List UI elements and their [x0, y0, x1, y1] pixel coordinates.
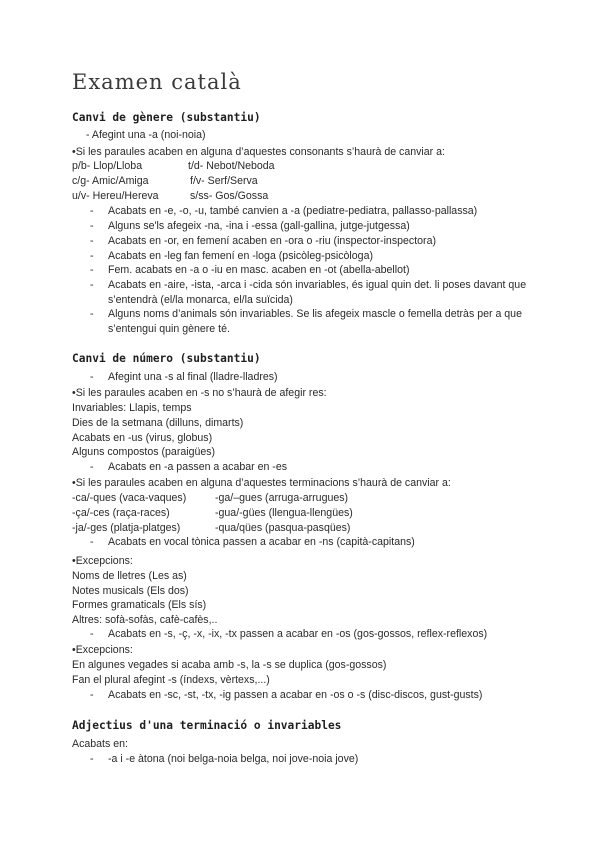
page-title: Examen català	[72, 70, 242, 94]
pair-row	[72, 159, 532, 173]
section-heading-genere: Canvi de gènere (substantiu)	[72, 111, 261, 124]
bullet-item: - Afegint una -s al final (lladre-lladres)	[108, 370, 538, 385]
pair-row	[72, 521, 532, 535]
bullet-item: - Acabats en -aire, -ista, -arca i -cida són invariables, és igual quin det. li poses davant que s’entendrà (el/la monarca, el/la suïcida)	[108, 278, 538, 307]
text-line: Noms de lletres (Les as)	[72, 570, 187, 582]
pair-row	[72, 491, 532, 505]
note-line: •Si les paraules acaben en alguna d’aquestes terminacions s’haurà de canviar a:	[72, 477, 451, 489]
pair-left: -ca/-ques (vaca-vaques)	[72, 492, 187, 504]
pair-right: s/ss- Gos/Gossa	[190, 190, 269, 202]
pair-row	[72, 174, 532, 188]
pair-right: t/d- Nebot/Neboda	[188, 160, 275, 172]
text-line: Acabats en:	[72, 738, 128, 750]
text-line: Formes gramaticals (Els sís)	[72, 599, 207, 611]
bullet-item: - Fem. acabats en -a o -iu en masc. acaben en -ot (abella-abellot)	[108, 263, 538, 278]
pair-left: p/b- Llop/Lloba	[72, 160, 143, 172]
bullet-item: - Acabats en -leg fan femení en -loga (psicòleg-psicòloga)	[108, 249, 538, 264]
pair-right: f/v- Serf/Serva	[190, 175, 258, 187]
section-heading-numero: Canvi de número (substantiu)	[72, 352, 261, 365]
note-line: •Si les paraules acaben en alguna d’aquestes consonants s’haurà de canviar a:	[72, 146, 445, 158]
text-line: Acabats en -us (virus, globus)	[72, 432, 213, 444]
pair-right: -qua/qües (pasqua-pasqües)	[215, 522, 351, 534]
text-line: Invariables: Llapis, temps	[72, 402, 192, 414]
bullet-item: - Acabats en -s, -ç, -x, -ix, -tx passen a acabar en -os (gos-gossos, reflex-reflexos)	[108, 627, 538, 642]
pair-row	[72, 189, 532, 203]
text-line: Notes musicals (Els dos)	[72, 585, 189, 597]
pair-left: u/v- Hereu/Hereva	[72, 190, 159, 202]
note-line: •Si les paraules acaben en -s no s’haurà de afegir res:	[72, 387, 327, 399]
text-line: Alguns compostos (paraigües)	[72, 446, 216, 458]
bullet-item: - Acabats en -or, en femení acaben en -ora o -riu (inspector-inspectora)	[108, 234, 538, 249]
pair-left: -ja/-ges (platja-platges)	[72, 522, 181, 534]
bullet-item: - Alguns se'ls afegeix -na, -ina i -essa (gall-gallina, jutge-jutgessa)	[108, 219, 538, 234]
text-line: Altres: sofà-sofàs, cafè-cafès,..	[72, 614, 218, 626]
text-line: En algunes vegades si acaba amb -s, la -s se duplica (gos-gossos)	[72, 659, 387, 671]
bullet-item: - Acabats en -a passen a acabar en -es	[108, 460, 538, 475]
bullet-item: - -a i -e àtona (noi belga-noia belga, noi jove-noia jove)	[108, 752, 538, 767]
text-line: Dies de la setmana (dilluns, dimarts)	[72, 417, 244, 429]
pair-right: -ga/–gues (arruga-arrugues)	[215, 492, 349, 504]
pair-row	[72, 506, 532, 520]
pair-left: -ça/-ces (raça-races)	[72, 507, 170, 519]
section-heading-adjectius: Adjectius d'una terminació o invariables	[72, 719, 342, 732]
intro-line: - Afegint una -a (noi-noia)	[86, 129, 206, 141]
exceptions-label: •Excepcions:	[72, 644, 133, 656]
text-line: Fan el plural afegint -s (índexs, vèrtexs,...)	[72, 674, 270, 686]
bullet-item: - Acabats en -sc, -st, -tx, -ig passen a acabar en -os o -s (disc-discos, gust-gusts)	[108, 688, 538, 703]
exceptions-label: •Excepcions:	[72, 555, 133, 567]
bullet-item: - Alguns noms d’animals són invariables. Se lis afegeix mascle o femella detràs per a que s’entengui quin gènere té.	[108, 307, 538, 336]
pair-right: -gua/-gües (llengua-llengües)	[215, 507, 353, 519]
bullet-item: - Acabats en vocal tònica passen a acabar en -ns (capità-capitans)	[108, 535, 538, 550]
bullet-item: - Acabats en -e, -o, -u, també canvien a -a (pediatre-pediatra, pallasso-pallassa)	[108, 204, 538, 219]
pair-left: c/g- Amic/Amiga	[72, 175, 149, 187]
